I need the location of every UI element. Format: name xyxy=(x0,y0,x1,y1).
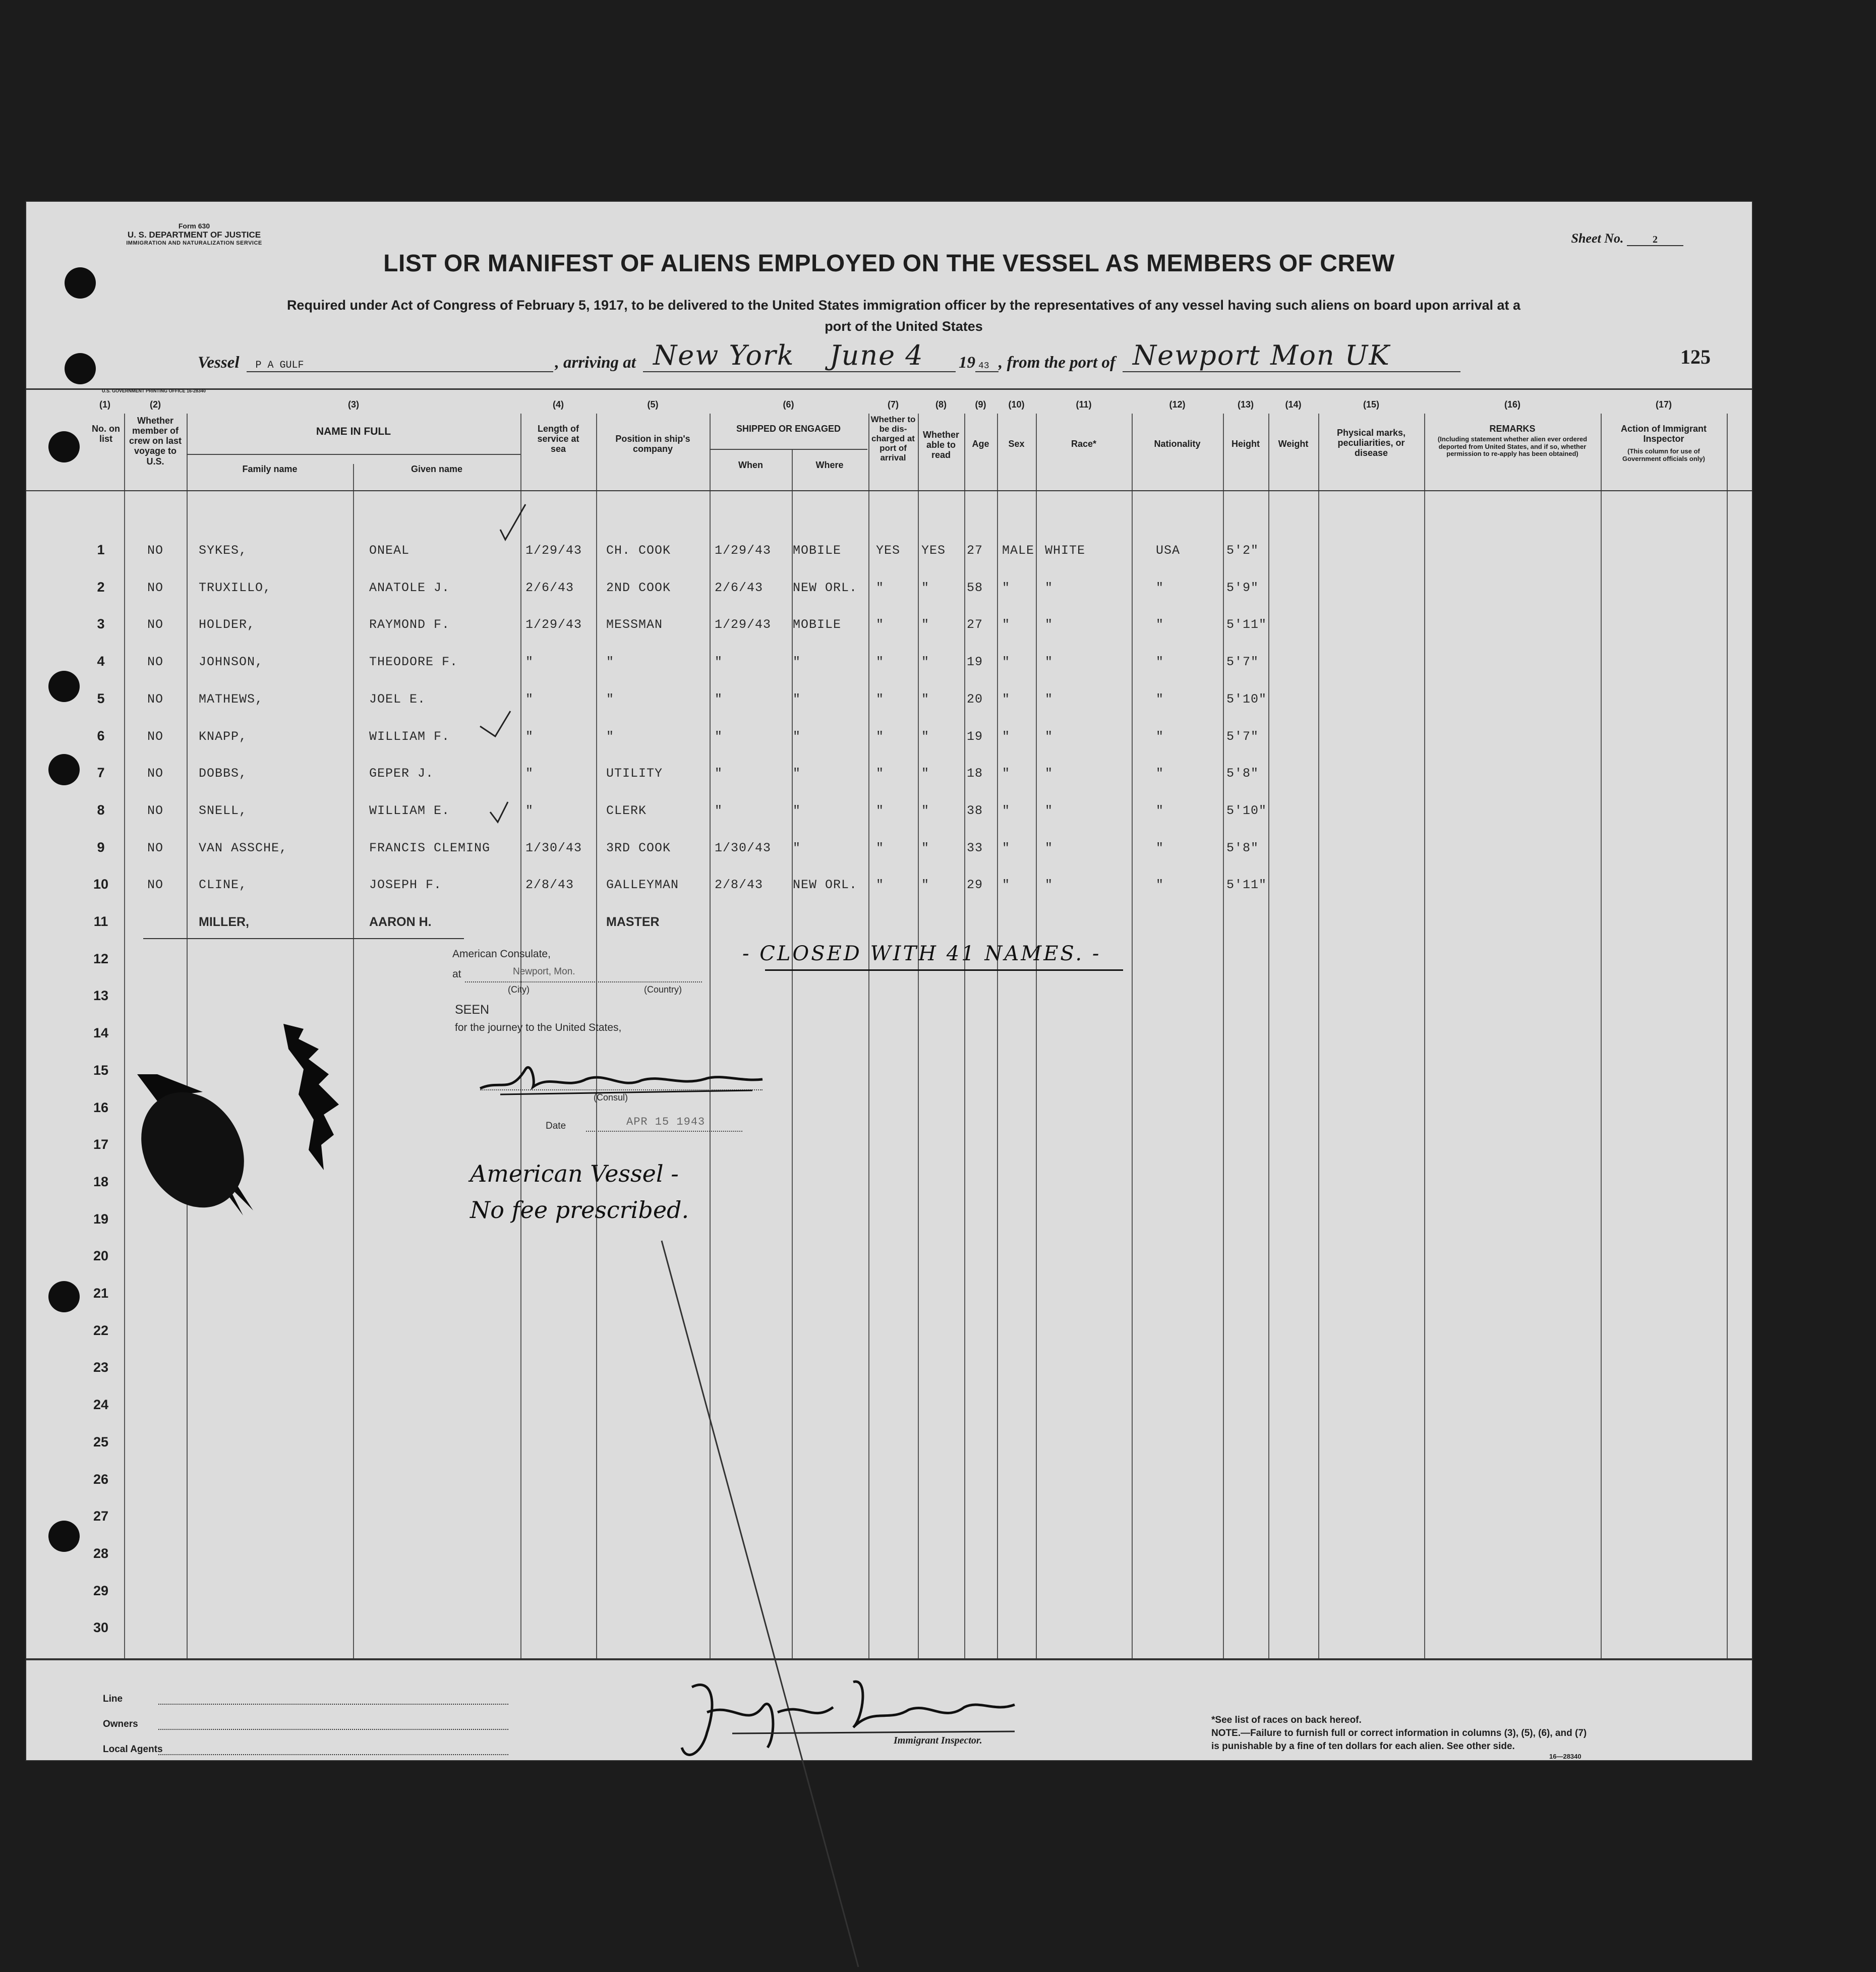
position-cell: GALLEYMAN xyxy=(606,878,679,893)
nationality-cell: " xyxy=(1156,655,1164,670)
grid-line xyxy=(1318,414,1319,1659)
races-note: *See list of races on back hereof. xyxy=(1211,1715,1362,1725)
shipped-when-cell: " xyxy=(715,803,723,818)
row-number: 16 xyxy=(93,1099,109,1115)
last-voyage-cell: NO xyxy=(147,803,164,818)
closed-note: - CLOSED WITH 41 NAMES. - xyxy=(742,942,1101,965)
sex-cell: " xyxy=(1002,840,1011,855)
col-7-header: Whether to be dis-charged at port of arrival xyxy=(870,415,916,463)
family-name-cell: VAN ASSCHE, xyxy=(199,840,288,855)
col-1-number: (1) xyxy=(99,399,110,410)
shipped-where-cell: " xyxy=(793,766,801,781)
consulate-label: American Consulate, xyxy=(452,948,551,960)
punch-hole xyxy=(48,1521,80,1552)
page-number: 125 xyxy=(1680,345,1711,368)
last-voyage-cell: NO xyxy=(147,655,164,670)
age-cell: 33 xyxy=(967,840,983,855)
col-3-given-header: Given name xyxy=(411,464,463,474)
row-number: 26 xyxy=(93,1471,109,1487)
consular-seal-edge xyxy=(273,1019,349,1180)
col-11-number: (11) xyxy=(1076,399,1092,410)
pen-stroke xyxy=(657,1236,868,1972)
col-6-when-header: When xyxy=(738,460,763,470)
col-13-number: (13) xyxy=(1237,399,1254,410)
race-cell: " xyxy=(1045,729,1053,744)
sheet-number-value: 2 xyxy=(1627,234,1683,246)
discharged-cell: " xyxy=(876,580,885,595)
age-cell: 58 xyxy=(967,580,983,595)
shipped-where-cell: " xyxy=(793,729,801,744)
given-name-cell: WILLIAM F. xyxy=(369,729,450,744)
row-number: 21 xyxy=(93,1286,109,1301)
consulate-at-value: Newport, Mon. xyxy=(513,966,575,977)
height-cell: 5'8" xyxy=(1226,840,1259,855)
nationality-cell: " xyxy=(1156,691,1164,707)
age-cell: 38 xyxy=(967,803,983,818)
discharged-cell: " xyxy=(876,691,885,707)
punch-hole xyxy=(48,1281,80,1312)
row-number: 14 xyxy=(93,1025,109,1041)
shipped-when-cell: " xyxy=(715,729,723,744)
able-to-read-cell: " xyxy=(921,617,930,632)
service-length-cell: 1/29/43 xyxy=(525,617,582,632)
race-cell: " xyxy=(1045,878,1053,893)
row-number: 27 xyxy=(93,1509,109,1524)
service-length-cell: 2/8/43 xyxy=(525,878,574,893)
col-16-header: REMARKS xyxy=(1489,424,1536,434)
col-1-header: No. on list xyxy=(92,424,120,444)
table-bottom-rule xyxy=(26,1658,1752,1660)
from-port: Newport Mon UK xyxy=(1123,348,1460,372)
year-value: 43 xyxy=(975,354,999,372)
position-cell: UTILITY xyxy=(606,766,663,781)
shipped-where-cell: NEW ORL. xyxy=(793,580,858,595)
race-cell: " xyxy=(1045,766,1053,781)
sex-cell: " xyxy=(1002,803,1011,818)
from-port-label: , from the port of xyxy=(998,354,1116,372)
grid-line xyxy=(997,414,998,1659)
subtitle-line-1: Required under Act of Congress of February 5, 1917, to be delivered to the United States immigration officer by the representatives of any vessel having such aliens on board upon arrival at a xyxy=(286,298,1521,313)
position-cell: MASTER xyxy=(606,915,660,929)
service-length-cell: " xyxy=(525,766,534,781)
discharged-cell: " xyxy=(876,729,885,744)
shipped-where-cell: MOBILE xyxy=(793,543,842,558)
sex-cell: " xyxy=(1002,655,1011,670)
row-number: 6 xyxy=(97,728,105,743)
last-voyage-cell: NO xyxy=(147,729,164,744)
col-6-number: (6) xyxy=(783,399,794,410)
position-cell: 2ND COOK xyxy=(606,580,671,595)
col-11-header: Race* xyxy=(1071,439,1097,449)
col-8-number: (8) xyxy=(935,399,947,410)
position-cell: CLERK xyxy=(606,803,647,818)
line-label: Line xyxy=(103,1694,123,1704)
race-cell: " xyxy=(1045,840,1053,855)
grid-line xyxy=(596,414,597,1659)
row-number: 24 xyxy=(93,1397,109,1413)
local-agents-label: Local Agents xyxy=(103,1744,163,1755)
race-cell: " xyxy=(1045,580,1053,595)
grid-line xyxy=(868,414,869,1659)
given-name-cell: JOSEPH F. xyxy=(369,878,442,893)
grid-line xyxy=(964,414,965,1659)
sex-cell: " xyxy=(1002,691,1011,707)
consular-seal xyxy=(127,1064,258,1231)
grid-line xyxy=(1223,414,1224,1659)
shipped-where-cell: " xyxy=(793,691,801,707)
col-5-header: Position in ship's company xyxy=(615,434,690,454)
service-length-cell: " xyxy=(525,691,534,707)
row-number: 20 xyxy=(93,1248,109,1264)
service-length-cell: " xyxy=(525,803,534,818)
col-4-number: (4) xyxy=(553,399,564,410)
position-cell: " xyxy=(606,655,615,670)
family-name-cell: HOLDER, xyxy=(199,617,256,632)
row-number: 18 xyxy=(93,1174,109,1189)
vessel-line xyxy=(198,339,1716,372)
height-cell: 5'10" xyxy=(1226,691,1267,707)
race-cell: " xyxy=(1045,691,1053,707)
grid-line xyxy=(124,414,125,1659)
age-cell: 18 xyxy=(967,766,983,781)
country-label: (Country) xyxy=(644,984,682,995)
shipped-where-cell: " xyxy=(793,840,801,855)
col-12-header: Nationality xyxy=(1154,439,1201,449)
col-9-header: Age xyxy=(972,439,989,449)
height-cell: 5'9" xyxy=(1226,580,1259,595)
col-16-subheader: (Including statement whether alien ever ordered deported from United States, and if so, whether permission to re-apply has been obtained) xyxy=(1437,435,1588,458)
consulate-at-label: at xyxy=(452,968,461,980)
row-number: 28 xyxy=(93,1545,109,1561)
name-header-rule xyxy=(187,454,520,455)
header-bottom-rule xyxy=(26,490,1752,491)
shipped-when-cell: " xyxy=(715,766,723,781)
sex-cell: " xyxy=(1002,580,1011,595)
nationality-cell: " xyxy=(1156,766,1164,781)
height-cell: 5'7" xyxy=(1226,729,1259,744)
discharged-cell: " xyxy=(876,655,885,670)
able-to-read-cell: " xyxy=(921,729,930,744)
col-3-family-header: Family name xyxy=(242,464,298,474)
able-to-read-cell: " xyxy=(921,655,930,670)
col-13-header: Height xyxy=(1232,439,1260,449)
last-voyage-cell: NO xyxy=(147,543,164,558)
family-name-cell: SYKES, xyxy=(199,543,248,558)
document-title: LIST OR MANIFEST OF ALIENS EMPLOYED ON THE VESSEL AS MEMBERS OF CREW xyxy=(383,250,1395,277)
discharged-cell: " xyxy=(876,617,885,632)
shipped-where-cell: " xyxy=(793,803,801,818)
last-voyage-cell: NO xyxy=(147,840,164,855)
height-cell: 5'7" xyxy=(1226,655,1259,670)
col-14-header: Weight xyxy=(1278,439,1309,449)
grid-line xyxy=(1424,414,1425,1659)
shipped-when-cell: 1/29/43 xyxy=(715,617,772,632)
shipped-header-rule xyxy=(710,449,867,450)
arrival-date: June 4 xyxy=(819,348,956,372)
arriving-port: New York xyxy=(643,348,819,372)
race-cell: " xyxy=(1045,655,1053,670)
able-to-read-cell: " xyxy=(921,803,930,818)
col-8-header: Whether able to read xyxy=(923,430,959,460)
handwritten-note-line-1: American Vessel - xyxy=(470,1160,679,1187)
row-number: 13 xyxy=(93,988,109,1004)
last-voyage-cell: NO xyxy=(147,580,164,595)
able-to-read-cell: " xyxy=(921,580,930,595)
last-voyage-cell: NO xyxy=(147,878,164,893)
nationality-cell: USA xyxy=(1156,543,1181,558)
arriving-label: , arriving at xyxy=(555,354,636,372)
col-14-number: (14) xyxy=(1285,399,1302,410)
row-number: 19 xyxy=(93,1211,109,1227)
family-name-cell: JOHNSON, xyxy=(199,655,264,670)
age-cell: 19 xyxy=(967,655,983,670)
col-5-number: (5) xyxy=(647,399,659,410)
discharged-cell: " xyxy=(876,803,885,818)
sex-cell: MALE xyxy=(1002,543,1035,558)
able-to-read-cell: " xyxy=(921,766,930,781)
service-name: IMMIGRATION AND NATURALIZATION SERVICE xyxy=(126,240,262,246)
line-field xyxy=(158,1704,508,1705)
punch-hole xyxy=(65,353,96,384)
row-number: 23 xyxy=(93,1360,109,1375)
service-length-cell: 1/29/43 xyxy=(525,543,582,558)
punch-hole xyxy=(48,754,80,785)
owners-field xyxy=(158,1729,508,1730)
shipped-when-cell: " xyxy=(715,655,723,670)
given-name-cell: RAYMOND F. xyxy=(369,617,450,632)
service-length-cell: 1/30/43 xyxy=(525,840,582,855)
row-number: 17 xyxy=(93,1137,109,1152)
header-top-rule xyxy=(26,388,1752,390)
position-cell: " xyxy=(606,729,615,744)
given-name-cell: GEPER J. xyxy=(369,766,434,781)
col-2-number: (2) xyxy=(150,399,161,410)
given-name-cell: ONEAL xyxy=(369,543,410,558)
sheet-number xyxy=(1571,231,1684,246)
col-3-header: NAME IN FULL xyxy=(316,426,391,437)
immigrant-inspector-label: Immigrant Inspector. xyxy=(894,1735,982,1746)
race-cell: WHITE xyxy=(1045,543,1086,558)
col-10-header: Sex xyxy=(1008,439,1025,449)
row-number: 5 xyxy=(97,690,105,706)
row-number: 29 xyxy=(93,1583,109,1598)
family-name-cell: MILLER, xyxy=(199,915,249,929)
journey-label: for the journey to the United States, xyxy=(455,1022,622,1033)
race-cell: " xyxy=(1045,617,1053,632)
grid-line xyxy=(353,464,354,1659)
subtitle-line-2: port of the United States xyxy=(825,318,983,334)
penalty-note-lead: NOTE. xyxy=(1211,1728,1241,1738)
grid-line xyxy=(1132,414,1133,1659)
discharged-cell: YES xyxy=(876,543,901,558)
row-number: 11 xyxy=(93,914,108,929)
col-9-number: (9) xyxy=(975,399,986,410)
shipped-where-cell: NEW ORL. xyxy=(793,878,858,893)
nationality-cell: " xyxy=(1156,878,1164,893)
col-6-header: SHIPPED OR ENGAGED xyxy=(736,424,841,434)
service-length-cell: " xyxy=(525,729,534,744)
nationality-cell: " xyxy=(1156,840,1164,855)
row-number: 1 xyxy=(97,542,105,557)
row-number: 12 xyxy=(93,951,109,966)
col-10-number: (10) xyxy=(1008,399,1025,410)
sex-cell: " xyxy=(1002,878,1011,893)
age-cell: 19 xyxy=(967,729,983,744)
discharged-cell: " xyxy=(876,878,885,893)
row-number: 3 xyxy=(97,616,105,632)
year-prefix: 19 xyxy=(958,354,975,372)
department-name: U. S. DEPARTMENT OF JUSTICE xyxy=(127,230,261,240)
city-label: (City) xyxy=(508,984,530,995)
sex-cell: " xyxy=(1002,617,1011,632)
consular-date-label: Date xyxy=(546,1121,566,1131)
given-name-cell: AARON H. xyxy=(369,915,432,929)
last-voyage-cell: NO xyxy=(147,766,164,781)
col-4-header: Length of service at sea xyxy=(537,424,579,454)
row-number: 2 xyxy=(97,579,105,595)
family-name-cell: MATHEWS, xyxy=(199,691,264,707)
row-number: 4 xyxy=(97,654,105,669)
row-number: 10 xyxy=(93,877,109,892)
age-cell: 27 xyxy=(967,543,983,558)
height-cell: 5'11" xyxy=(1226,617,1267,632)
nationality-cell: " xyxy=(1156,803,1164,818)
grid-line xyxy=(918,414,919,1659)
family-name-cell: TRUXILLO, xyxy=(199,580,272,595)
shipped-when-cell: " xyxy=(715,691,723,707)
row-number: 22 xyxy=(93,1322,109,1338)
vessel-name: P A GULF xyxy=(247,354,553,372)
form-number: Form 630 xyxy=(178,222,210,230)
last-voyage-cell: NO xyxy=(147,617,164,632)
consul-label: (Consul) xyxy=(594,1092,628,1103)
row-number: 25 xyxy=(93,1434,109,1449)
grid-line xyxy=(1036,414,1037,1659)
seen-label: SEEN xyxy=(455,1003,490,1017)
closed-note-underline xyxy=(765,969,1123,971)
col-6-where-header: Where xyxy=(815,460,844,470)
row-number: 30 xyxy=(93,1620,109,1636)
manifest-sheet xyxy=(26,202,1752,1760)
punch-hole xyxy=(48,431,80,462)
sex-cell: " xyxy=(1002,766,1011,781)
col-17-subheader: (This column for use of Government officials only) xyxy=(1622,447,1705,462)
shipped-when-cell: 1/30/43 xyxy=(715,840,772,855)
service-length-cell: 2/6/43 xyxy=(525,580,574,595)
shipped-when-cell: 2/8/43 xyxy=(715,878,764,893)
position-cell: " xyxy=(606,691,615,707)
able-to-read-cell: " xyxy=(921,691,930,707)
document-subtitle xyxy=(122,295,1685,337)
shipped-where-cell: " xyxy=(793,655,801,670)
family-name-cell: CLINE, xyxy=(199,878,248,893)
given-name-cell: ANATOLE J. xyxy=(369,580,450,595)
family-name-cell: KNAPP, xyxy=(199,729,248,744)
given-name-cell: FRANCIS CLEMING xyxy=(369,840,491,855)
grid-line xyxy=(1727,414,1728,1659)
form-code: 16—28340 xyxy=(1549,1753,1581,1760)
race-cell: " xyxy=(1045,803,1053,818)
grid-line xyxy=(1268,414,1269,1659)
shipped-where-cell: MOBILE xyxy=(793,617,842,632)
col-17-number: (17) xyxy=(1655,399,1672,410)
given-name-cell: WILLIAM E. xyxy=(369,803,450,818)
row-number: 7 xyxy=(97,765,105,781)
col-15-number: (15) xyxy=(1363,399,1379,410)
consul-signature xyxy=(470,1059,773,1099)
grid-line xyxy=(1601,414,1602,1659)
service-length-cell: " xyxy=(525,655,534,670)
able-to-read-cell: " xyxy=(921,878,930,893)
nationality-cell: " xyxy=(1156,729,1164,744)
position-cell: CH. COOK xyxy=(606,543,671,558)
position-cell: 3RD COOK xyxy=(606,840,671,855)
row-number: 8 xyxy=(97,802,105,818)
age-cell: 20 xyxy=(967,691,983,707)
col-3-number: (3) xyxy=(348,399,359,410)
position-cell: MESSMAN xyxy=(606,617,663,632)
family-name-cell: SNELL, xyxy=(199,803,248,818)
row-number: 15 xyxy=(93,1062,109,1078)
grid-line xyxy=(187,414,188,1659)
discharged-cell: " xyxy=(876,840,885,855)
col-15-header: Physical marks, peculiarities, or disease xyxy=(1336,428,1406,458)
col-7-number: (7) xyxy=(888,399,899,410)
height-cell: 5'2" xyxy=(1226,543,1259,558)
col-16-number: (16) xyxy=(1504,399,1520,410)
local-agents-field xyxy=(158,1754,508,1755)
form-heading xyxy=(86,222,303,246)
check-marks xyxy=(470,499,536,953)
printer-imprint: U.S. GOVERNMENT PRINTING OFFICE 16-28340 xyxy=(102,388,206,393)
able-to-read-cell: " xyxy=(921,840,930,855)
last-entry-rule xyxy=(143,938,464,939)
vessel-label: Vessel xyxy=(198,354,240,372)
able-to-read-cell: YES xyxy=(921,543,946,558)
family-name-cell: DOBBS, xyxy=(199,766,248,781)
shipped-when-cell: 1/29/43 xyxy=(715,543,772,558)
consular-date-line xyxy=(586,1131,742,1132)
age-cell: 27 xyxy=(967,617,983,632)
last-voyage-cell: NO xyxy=(147,691,164,707)
nationality-cell: " xyxy=(1156,580,1164,595)
nationality-cell: " xyxy=(1156,617,1164,632)
height-cell: 5'8" xyxy=(1226,766,1259,781)
penalty-note xyxy=(1211,1727,1595,1753)
col-17-header: Action of Immigrant Inspector xyxy=(1621,424,1707,444)
age-cell: 29 xyxy=(967,878,983,893)
col-2-header: Whether member of crew on last voyage to U.S. xyxy=(129,416,182,467)
height-cell: 5'11" xyxy=(1226,878,1267,893)
col-12-number: (12) xyxy=(1169,399,1186,410)
penalty-note-text: —Failure to furnish full or correct information in columns (3), (5), (6), and (7) is punishable by a fine of ten dollars for each alien. See other side. xyxy=(1211,1728,1587,1752)
consular-date-value: APR 15 1943 xyxy=(626,1116,706,1128)
handwritten-note-line-2: No fee prescribed. xyxy=(470,1196,689,1224)
given-name-cell: THEODORE F. xyxy=(369,655,458,670)
discharged-cell: " xyxy=(876,766,885,781)
inspector-signature xyxy=(672,1672,1025,1768)
consulate-at-line xyxy=(465,981,702,982)
shipped-when-cell: 2/6/43 xyxy=(715,580,764,595)
sex-cell: " xyxy=(1002,729,1011,744)
punch-hole xyxy=(48,671,80,702)
owners-label: Owners xyxy=(103,1719,138,1729)
row-number: 9 xyxy=(97,839,105,855)
given-name-cell: JOEL E. xyxy=(369,691,426,707)
height-cell: 5'10" xyxy=(1226,803,1267,818)
sheet-number-label: Sheet No. xyxy=(1571,231,1624,246)
